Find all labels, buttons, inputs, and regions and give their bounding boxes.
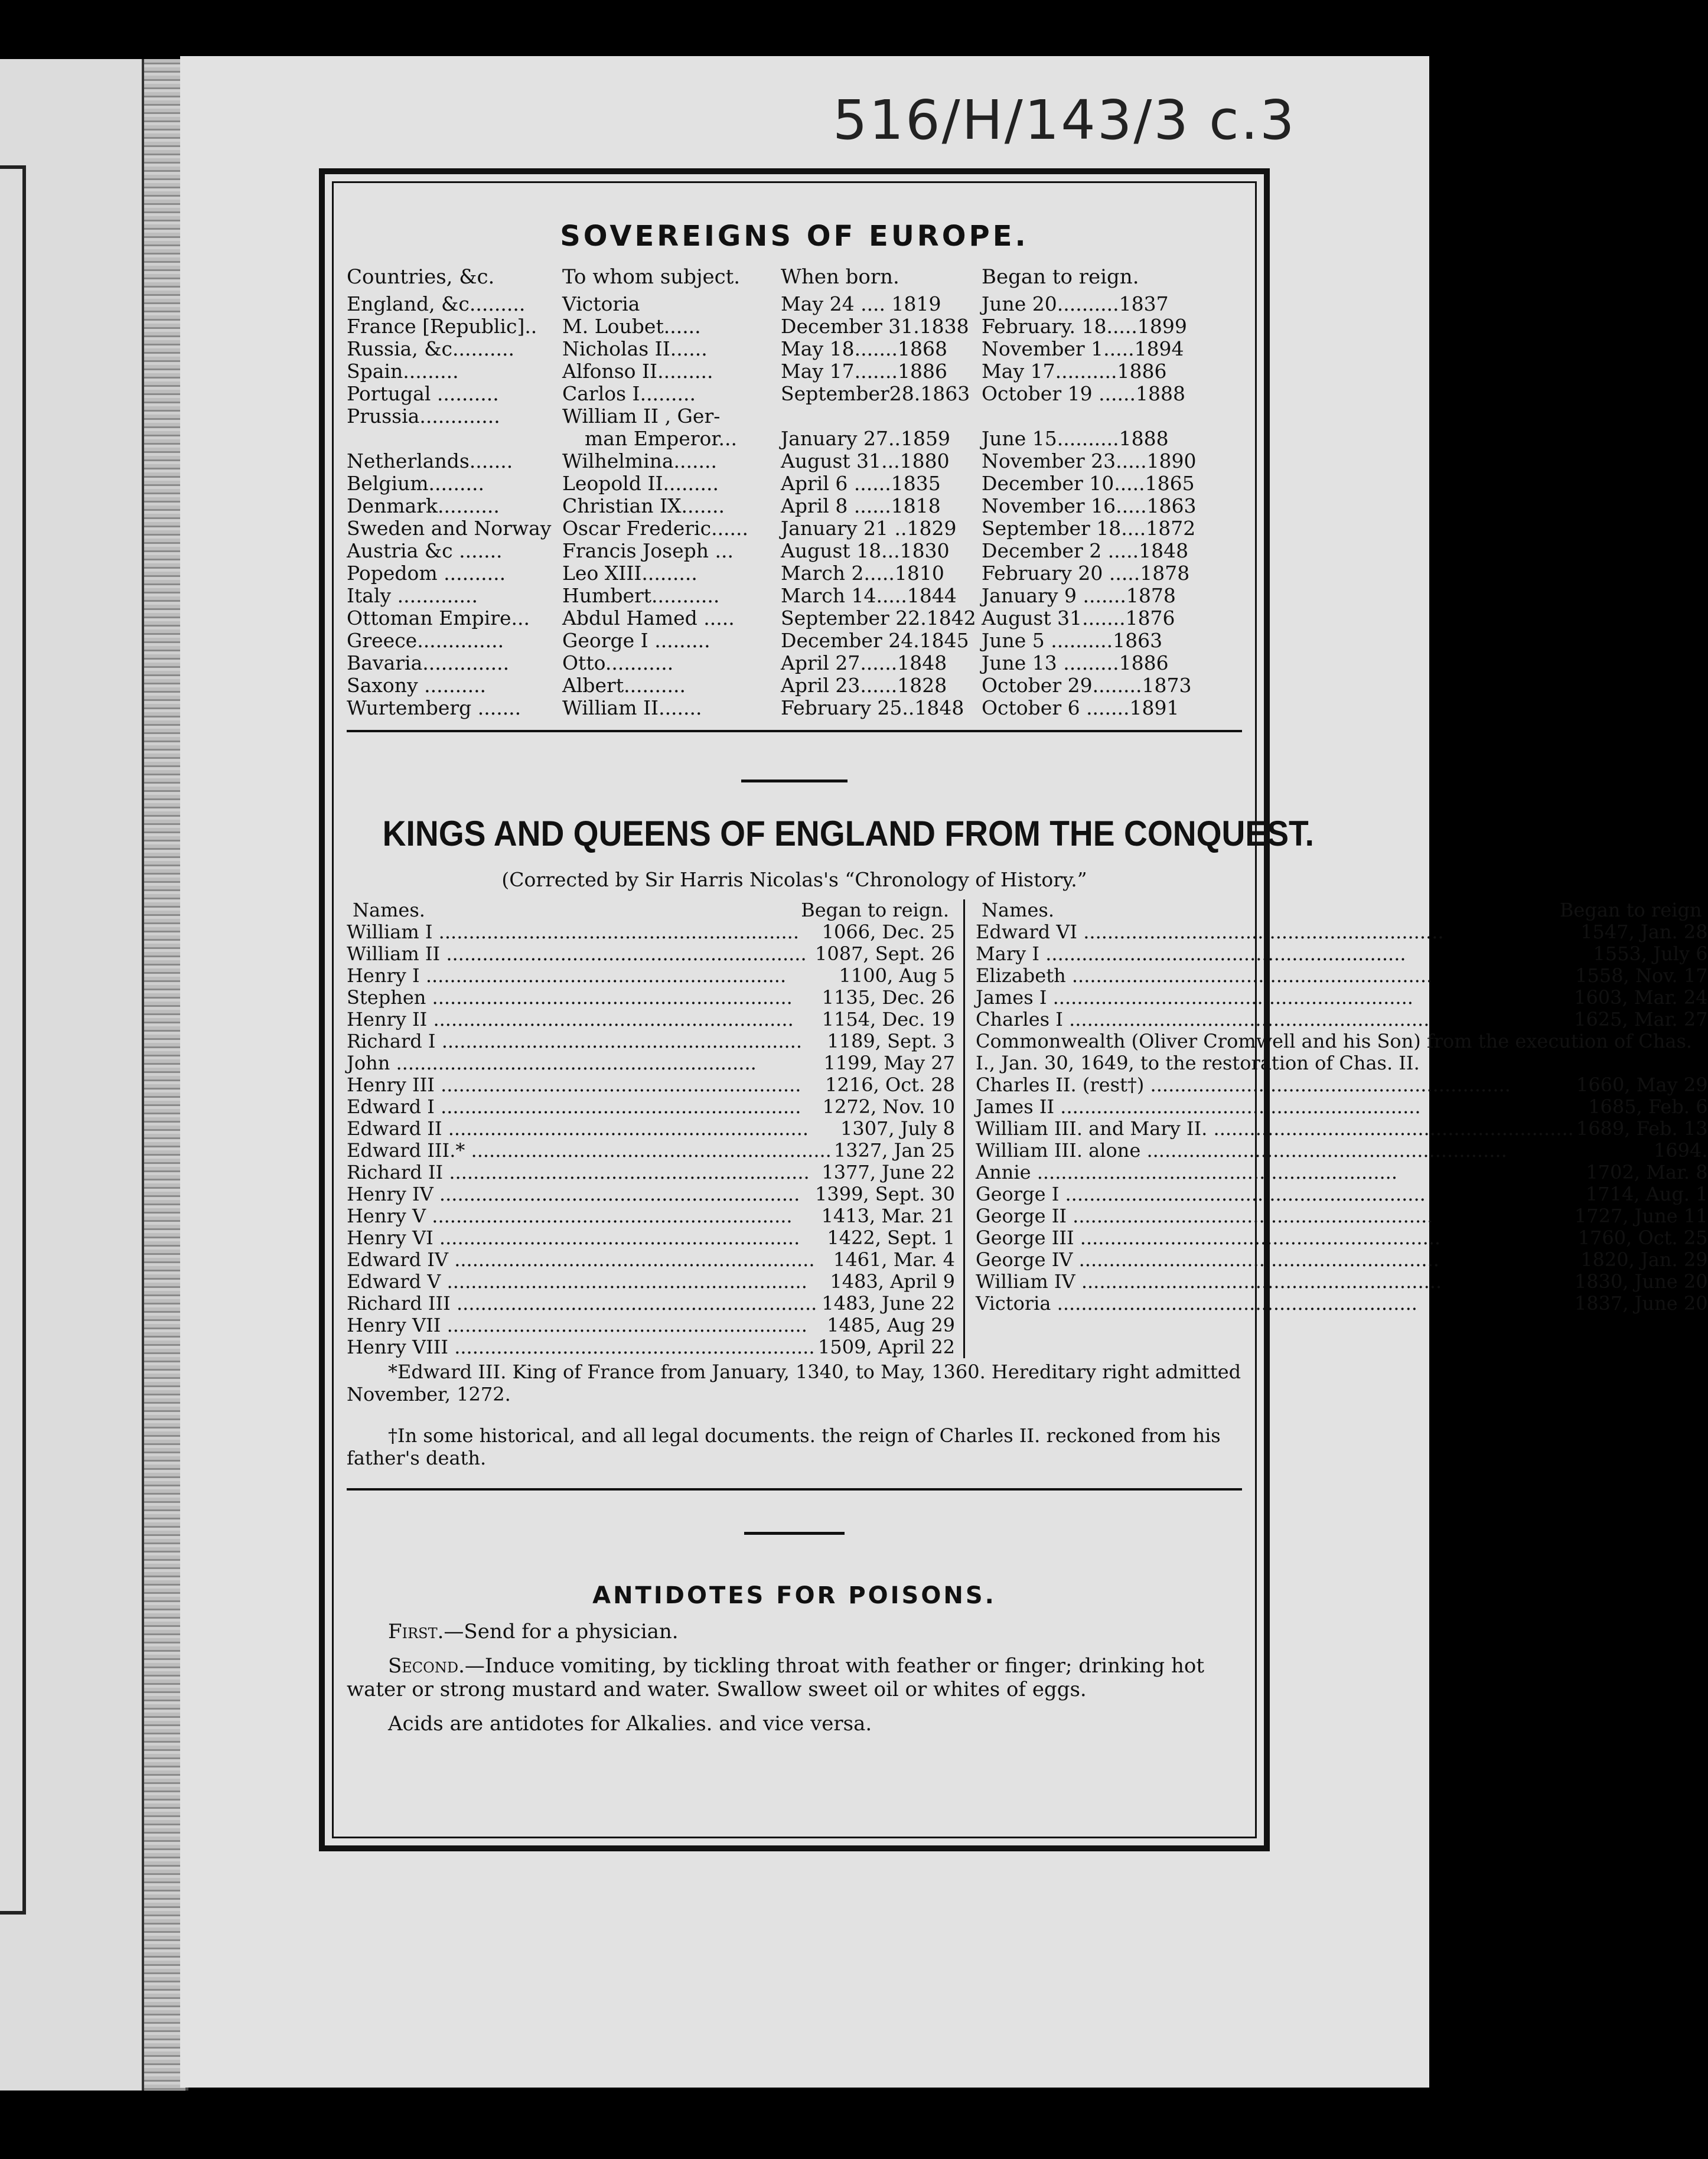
antidote-second: [347, 1654, 1242, 1701]
kings-left-header: [347, 899, 955, 921]
sovereign-born: January 21 ..1829: [781, 517, 957, 540]
monarch-reign-start: 1689, Feb. 13: [1576, 1117, 1708, 1140]
monarch-name: Henry VII .....: [347, 1315, 824, 1336]
sovereign-reign-start: December 10.....1865: [982, 472, 1195, 495]
monarch-name: Edward II .....: [347, 1118, 838, 1140]
monarch-name: George IV .....: [976, 1249, 1578, 1271]
sovereign-ruler: Nicholas II......: [562, 337, 708, 360]
sovereign-ruler: Oscar Frederic......: [562, 517, 749, 540]
footnote-charles-ii: †In some historical, and all legal documents. the reign of Charles II. reckoned from his father's death.: [347, 1424, 1221, 1469]
sovereign-born: March 14.....1844: [781, 584, 957, 607]
monarch-row: [347, 921, 955, 943]
monarch-name: Henry I .....: [347, 965, 837, 987]
sovereign-ruler: William II , Ger-: [562, 405, 721, 428]
monarch-reign-start: 1603, Mar. 24: [1574, 986, 1708, 1009]
monarch-row: [347, 1052, 955, 1074]
sovereigns-header-row: [347, 266, 1242, 293]
sovereign-reign-start: August 31.......1876: [982, 606, 1175, 630]
monarch-name: Henry II .....: [347, 1009, 820, 1030]
monarch-reign-start: 1727, June 11: [1574, 1205, 1708, 1227]
monarch-reign-start: 1820, Jan. 29: [1580, 1248, 1708, 1271]
monarch-reign-start: 1483, April 9: [830, 1270, 956, 1293]
sovereign-born: September 22.1842: [781, 606, 976, 630]
monarch-row: [347, 1096, 955, 1118]
monarch-reign-start: 1625, Mar. 27: [1574, 1008, 1708, 1030]
sovereign-country: Portugal ..........: [347, 382, 499, 405]
sovereign-reign-start: November 23.....1890: [982, 449, 1197, 472]
kings-left-header-names: Names.: [353, 899, 425, 921]
kings-right-rows: [976, 921, 1708, 1315]
sovereign-ruler: Alfonso II.........: [562, 360, 713, 383]
monarch-name: Henry V .....: [347, 1205, 819, 1227]
monarch-name: Richard III .....: [347, 1293, 819, 1315]
sovereign-country: Russia, &c..........: [347, 337, 514, 360]
sovereign-row: [347, 495, 1242, 517]
monarch-name: Edward III.* .....: [347, 1140, 832, 1162]
monarch-reign-start: 1135, Dec. 26: [822, 986, 956, 1009]
antidotes-title: ANTIDOTES FOR POISONS.: [592, 1582, 996, 1609]
monarch-row: [347, 1315, 955, 1336]
monarch-reign-start: 1377, June 22: [822, 1161, 956, 1183]
sovereign-born: September28.1863: [781, 382, 970, 405]
sovereign-country: Spain.........: [347, 360, 459, 383]
sovereign-row: [347, 674, 1242, 697]
sovereign-country: Denmark..........: [347, 494, 500, 517]
sovereign-row: [347, 472, 1242, 495]
sovereign-reign-start: November 1.....1894: [982, 337, 1184, 360]
sovereign-country: [347, 428, 562, 450]
sovereign-born: February 25..1848: [781, 696, 964, 719]
antidote-first: [347, 1620, 1242, 1643]
sovereign-row: [347, 428, 1242, 450]
monarch-name: William III. alone .....: [976, 1140, 1651, 1162]
sovereigns-table: [347, 266, 1242, 719]
monarch-reign-start: 1413, Mar. 21: [821, 1205, 956, 1227]
kings-right-header-names: Names.: [982, 899, 1054, 921]
col-header-reign: Began to reign.: [982, 265, 1139, 289]
sovereign-country: Netherlands.......: [347, 449, 513, 472]
sovereign-country: Austria &c .......: [347, 539, 503, 562]
sovereign-reign-start: June 20..........1837: [982, 292, 1169, 315]
monarch-reign-start: 1189, Sept. 3: [827, 1030, 956, 1052]
col-header-subject: To whom subject.: [562, 265, 741, 289]
sovereign-reign-start: February. 18.....1899: [982, 315, 1187, 338]
sovereign-ruler: Francis Joseph ...: [562, 539, 734, 562]
sovereign-born: August 31...1880: [781, 449, 950, 472]
sovereign-reign-start: June 15..........1888: [982, 427, 1169, 450]
footnote-edward-iii: *Edward III. King of France from January, 1340, to May, 1360. Hereditary right admitted November, 1272.: [347, 1361, 1241, 1405]
monarch-name: Henry VI .....: [347, 1227, 824, 1249]
sovereign-born: [781, 405, 982, 428]
monarch-row: [976, 1030, 1708, 1074]
monarch-reign-start: 1553, July 6: [1593, 942, 1708, 965]
kings-right-header: [976, 899, 1708, 921]
sovereign-row: [347, 450, 1242, 472]
monarch-name: Charles I .....: [976, 1009, 1572, 1030]
sovereign-reign-start: November 16.....1863: [982, 494, 1197, 517]
monarch-name: Stephen .....: [347, 987, 820, 1009]
sovereign-ruler: M. Loubet......: [562, 315, 701, 338]
monarch-row: [976, 943, 1708, 965]
kings-left-column: [347, 899, 965, 1358]
sovereign-reign-start: May 17..........1886: [982, 360, 1167, 383]
monarch-row: [976, 1183, 1708, 1205]
monarch-row: [976, 1271, 1708, 1293]
monarch-reign-start: 1216, Oct. 28: [825, 1074, 956, 1096]
antidotes-body: [347, 1620, 1242, 1736]
sovereign-row: [347, 630, 1242, 652]
sovereign-row: [347, 383, 1242, 405]
monarch-row: [347, 965, 955, 987]
monarch-name: James I .....: [976, 987, 1572, 1009]
sovereign-country: Popedom ..........: [347, 562, 506, 585]
kings-subtitle: (Corrected by Sir Harris Nicolas's “Chronology of History.”: [501, 868, 1087, 891]
sovereign-row: [347, 293, 1242, 315]
antidote-first-label: First.: [388, 1620, 444, 1643]
kings-bottom-rule: [347, 1488, 1242, 1491]
sovereign-born: March 2.....1810: [781, 562, 944, 585]
page-frame: [319, 168, 1708, 1851]
monarch-reign-start: 1154, Dec. 19: [822, 1008, 956, 1030]
sovereign-row: [347, 338, 1242, 360]
sovereign-country: Wurtemberg .......: [347, 696, 521, 719]
monarch-row: [347, 987, 955, 1009]
monarch-name: William IV .....: [976, 1271, 1572, 1293]
monarch-name: Henry VIII .....: [347, 1336, 816, 1358]
monarch-row: [347, 1336, 955, 1358]
sovereign-born: May 17.......1886: [781, 360, 947, 383]
sovereign-country: Belgium.........: [347, 472, 484, 495]
monarch-row: [347, 1030, 955, 1052]
monarch-reign-start: 1483, June 22: [822, 1292, 956, 1315]
monarch-reign-start: 1685, Feb. 6: [1588, 1095, 1708, 1118]
monarch-row: [976, 1096, 1708, 1118]
kings-left-header-reign: Began to reign.: [801, 899, 950, 921]
sovereign-ruler: Abdul Hamed .....: [562, 606, 735, 630]
monarch-name: George III .....: [976, 1227, 1576, 1249]
sovereign-reign-start: [982, 405, 1242, 428]
sovereign-ruler: Christian IX.......: [562, 494, 725, 517]
monarch-name: Mary I .....: [976, 943, 1590, 965]
sovereign-reign-start: October 6 .......1891: [982, 696, 1179, 719]
monarch-reign-start: 1702, Mar. 8: [1586, 1161, 1708, 1183]
monarch-row: [347, 1074, 955, 1096]
monarch-name: William III. and Mary II. .....: [976, 1118, 1574, 1140]
monarch-name: James II .....: [976, 1096, 1586, 1118]
monarch-row: [976, 965, 1708, 987]
monarch-name: Victoria .....: [976, 1293, 1572, 1315]
sovereign-reign-start: June 5 ..........1863: [982, 629, 1163, 652]
kings-left-rows: [347, 921, 955, 1358]
monarch-row: [347, 1118, 955, 1140]
monarch-row: [347, 1249, 955, 1271]
monarch-row: [347, 1183, 955, 1205]
monarch-reign-start: 1714, Aug. 1: [1585, 1183, 1708, 1205]
monarch-name: Edward I .....: [347, 1096, 820, 1118]
monarch-row: [976, 1162, 1708, 1183]
monarch-row: [347, 1293, 955, 1315]
monarch-reign-start: 1547, Jan. 28: [1580, 921, 1708, 943]
monarch-reign-start: 1461, Mar. 4: [833, 1248, 956, 1271]
sovereign-born: April 8 ......1818: [781, 494, 941, 517]
sovereign-ruler: William II.......: [562, 696, 702, 719]
sovereign-ruler: George I .........: [562, 629, 710, 652]
monarch-row: [347, 1162, 955, 1183]
monarch-name: Edward V .....: [347, 1271, 827, 1293]
monarch-reign-start: 1272, Nov. 10: [822, 1095, 956, 1118]
sovereign-row: [347, 697, 1242, 719]
sovereign-ruler: Wilhelmina.......: [562, 449, 717, 472]
sovereign-row: [347, 360, 1242, 383]
page-frame-inner: [332, 181, 1708, 1838]
monarch-row: [976, 1140, 1708, 1162]
sovereign-row: [347, 315, 1242, 338]
monarch-reign-start: 1422, Sept. 1: [827, 1227, 956, 1249]
monarch-reign-start: 1830, June 20: [1574, 1270, 1708, 1293]
sovereign-reign-start: January 9 .......1878: [982, 584, 1176, 607]
sovereign-row: [347, 517, 1242, 540]
sovereign-country: Saxony ..........: [347, 674, 487, 697]
monarch-row: [976, 1227, 1708, 1249]
monarch-name: Elizabeth .....: [976, 965, 1573, 987]
monarch-reign-start: 1837, June 20: [1574, 1292, 1708, 1315]
sovereign-country: Ottoman Empire...: [347, 606, 530, 630]
sovereign-reign-start: September 18....1872: [982, 517, 1196, 540]
sovereign-country: England, &c.........: [347, 292, 526, 315]
sovereign-country: France [Republic]..: [347, 315, 537, 338]
sovereign-country: Italy .............: [347, 584, 478, 607]
sovereign-reign-start: February 20 .....1878: [982, 562, 1190, 585]
monarch-reign-start: 1694.: [1653, 1139, 1708, 1162]
sovereign-reign-start: June 13 .........1886: [982, 651, 1169, 674]
monarch-row: [347, 1009, 955, 1030]
monarch-row: [347, 943, 955, 965]
handwritten-call-number: 516/H/143/3 c.3: [833, 89, 1296, 152]
sovereign-ruler: Victoria: [562, 292, 640, 315]
sovereign-ruler: Albert..........: [562, 674, 686, 697]
antidote-first-text: —Send for a physician.: [444, 1620, 679, 1643]
sovereigns-title: SOVEREIGNS OF EUROPE.: [560, 220, 1029, 253]
monarch-row: [976, 1293, 1708, 1315]
monarch-name: Henry III .....: [347, 1074, 823, 1096]
monarch-reign-start: 1307, July 8: [840, 1117, 956, 1140]
sovereign-row: [347, 540, 1242, 562]
monarch-reign-start: 1199, May 27: [823, 1052, 956, 1074]
monarch-row: [976, 1205, 1708, 1227]
monarch-reign-start: 1087, Sept. 26: [814, 942, 956, 965]
sovereign-country: Sweden and Norway: [347, 517, 552, 540]
left-page-border: [0, 165, 26, 1915]
sovereign-ruler: Leopold II.........: [562, 472, 719, 495]
monarch-name: William I .....: [347, 921, 820, 943]
sovereign-row: [347, 652, 1242, 674]
antidote-third: Acids are antidotes for Alkalies. and vice versa.: [388, 1712, 872, 1736]
sovereign-born: December 31.1838: [781, 315, 969, 338]
sovereign-ruler: Leo XIII.........: [562, 562, 697, 585]
sovereign-born: April 23......1828: [781, 674, 947, 697]
monarch-row: [976, 1009, 1708, 1030]
sovereign-country: Greece..............: [347, 629, 504, 652]
sovereign-ruler: Humbert...........: [562, 584, 720, 607]
sovereign-reign-start: October 29........1873: [982, 674, 1192, 697]
monarch-reign-start: 1760, Oct. 25: [1577, 1227, 1708, 1249]
section-divider-2: [744, 1532, 845, 1535]
sovereign-born: August 18...1830: [781, 539, 950, 562]
monarch-name: George II .....: [976, 1205, 1572, 1227]
sovereign-ruler: Carlos I.........: [562, 382, 696, 405]
kings-table: [347, 899, 1708, 1358]
sovereign-born: April 27......1848: [781, 651, 947, 674]
sovereign-row: [347, 562, 1242, 585]
monarch-reign-start: [1706, 1030, 1708, 1074]
monarch-row: [347, 1271, 955, 1293]
monarch-name: Edward VI .....: [976, 921, 1578, 943]
monarch-name: Charles II. (rest†) .....: [976, 1074, 1574, 1096]
monarch-reign-start: 1509, April 22: [818, 1336, 956, 1358]
monarch-row: [976, 1118, 1708, 1140]
sovereign-born: April 6 ......1835: [781, 472, 941, 495]
monarch-reign-start: 1485, Aug 29: [827, 1314, 956, 1336]
monarch-reign-start: 1558, Nov. 17: [1575, 964, 1708, 987]
sovereign-born: January 27..1859: [781, 427, 950, 450]
monarch-row: [976, 1074, 1708, 1096]
sovereign-ruler: Otto...........: [562, 651, 674, 674]
monarch-name: John .....: [347, 1052, 821, 1074]
antidote-second-label: Second.: [388, 1654, 465, 1678]
monarch-row: [976, 1249, 1708, 1271]
monarch-reign-start: 1100, Aug 5: [839, 964, 956, 987]
monarch-reign-start: 1399, Sept. 30: [814, 1183, 956, 1205]
sovereign-ruler: man Emperor...: [585, 427, 738, 450]
col-header-countries: Countries, &c.: [347, 265, 495, 289]
sovereigns-bottom-rule: [347, 730, 1242, 732]
sovereign-row: [347, 405, 1242, 428]
antidote-second-text: —Induce vomiting, by tickling throat with feather or finger; drinking hot water or strong mustard and water. Swallow sweet oil or whites of eggs.: [347, 1654, 1205, 1701]
monarch-row: [347, 1227, 955, 1249]
monarch-name: Edward IV .....: [347, 1249, 831, 1271]
sovereign-row: [347, 585, 1242, 607]
kings-title: KINGS AND QUEENS OF ENGLAND FROM THE CONQUEST.: [382, 814, 1314, 853]
section-divider: [741, 780, 848, 782]
monarch-name: William II .....: [347, 943, 813, 965]
col-header-born: When born.: [781, 265, 899, 289]
kings-right-column: [965, 899, 1708, 1358]
kings-right-header-reign: Began to reign: [1559, 899, 1702, 921]
sovereign-country: Bavaria..............: [347, 651, 510, 674]
monarch-reign-start: 1066, Dec. 25: [822, 921, 956, 943]
monarch-name: Commonwealth (Oliver Cromwell and his Son) from the execution of Chas. I., Jan. 30, 1649, to the restoration of Chas. II.: [976, 1030, 1693, 1074]
monarch-name: Richard II .....: [347, 1162, 819, 1183]
monarch-name: Richard I .....: [347, 1030, 824, 1052]
sovereign-born: December 24.1845: [781, 629, 969, 652]
left-page-edge: [0, 59, 148, 2090]
monarch-row: [976, 987, 1708, 1009]
monarch-row: [347, 1140, 955, 1162]
sovereign-reign-start: October 19 ......1888: [982, 382, 1185, 405]
sovereign-row: [347, 607, 1242, 630]
sovereign-country: Prussia.............: [347, 405, 500, 428]
monarch-row: [976, 921, 1708, 943]
sovereigns-body: [347, 293, 1242, 719]
monarch-name: George I .....: [976, 1183, 1583, 1205]
sovereign-born: May 24 .... 1819: [781, 292, 941, 315]
monarch-reign-start: 1660, May 29: [1576, 1074, 1708, 1096]
monarch-row: [347, 1205, 955, 1227]
monarch-name: Annie .....: [976, 1162, 1583, 1183]
sovereign-born: May 18.......1868: [781, 337, 947, 360]
sovereign-reign-start: December 2 .....1848: [982, 539, 1189, 562]
monarch-name: Henry IV .....: [347, 1183, 813, 1205]
monarch-reign-start: 1327, Jan 25: [833, 1139, 956, 1162]
